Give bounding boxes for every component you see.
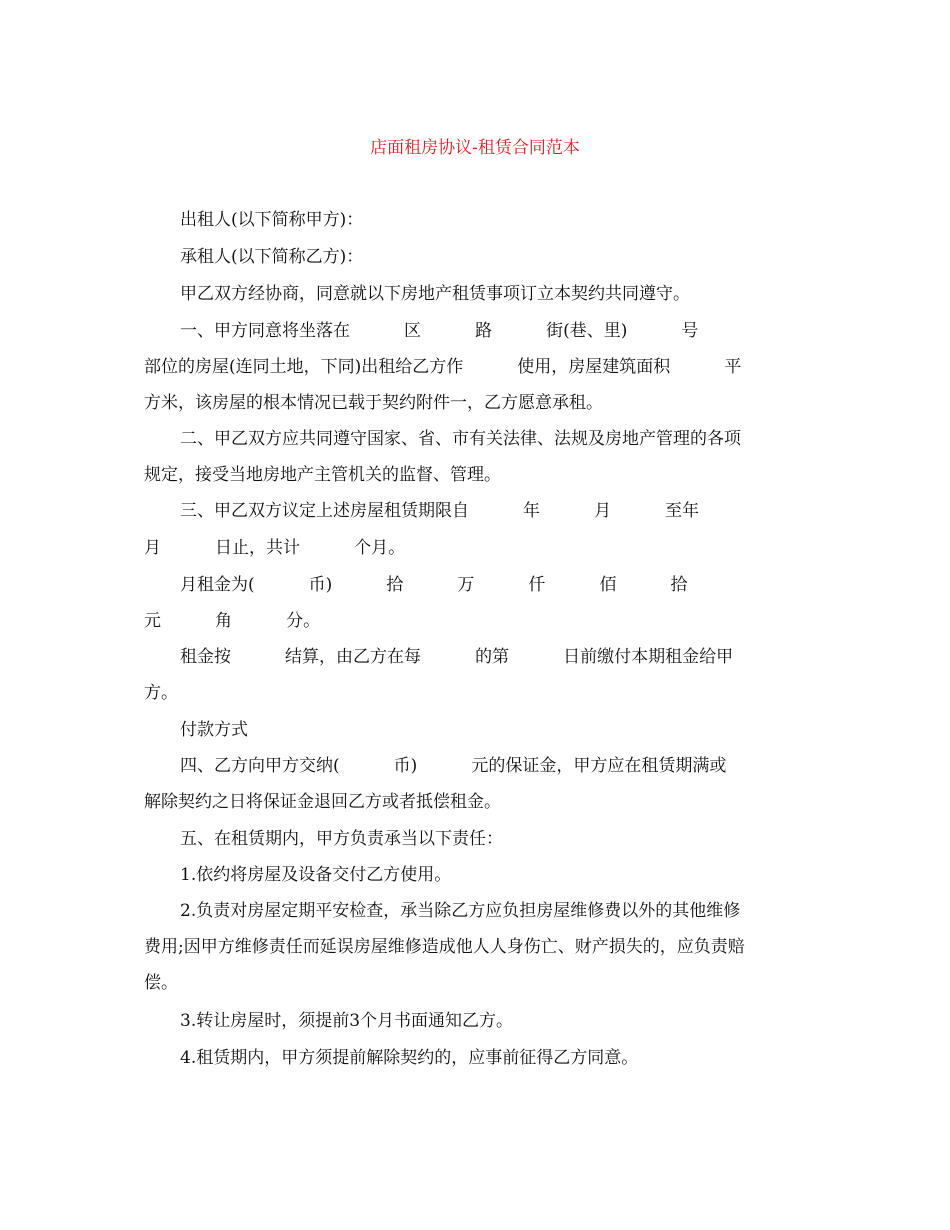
- paragraph-line: 解除契约之日将保证金退回乙方或者抵偿租金。: [144, 792, 501, 812]
- paragraph-line: 部位的房屋(连同土地，下同)出租给乙方作 使用，房屋建筑面积 平: [144, 357, 742, 377]
- paragraph-line: 1.依约将房屋及设备交付乙方使用。: [180, 865, 452, 885]
- paragraph-line: 月 日止，共计 个月。: [144, 538, 406, 558]
- paragraph-line: 费用;因甲方维修责任而延误房屋维修造成他人人身伤亡、财产损失的，应负责赔: [144, 937, 745, 957]
- page-title: 店面租房协议-租赁合同范本: [370, 138, 580, 158]
- paragraph-line: 方米，该房屋的根本情况已载于契约附件一，乙方愿意承租。: [144, 393, 603, 413]
- paragraph-line: 二、甲乙双方应共同遵守国家、省、市有关法律、法规及房地产管理的各项: [180, 429, 741, 449]
- paragraph-line: 租金按 结算，由乙方在每 的第 日前缴付本期租金给甲: [180, 647, 734, 667]
- paragraph-line: 五、在租赁期内，甲方负责承当以下责任：: [180, 829, 503, 849]
- paragraph-line: 四、乙方向甲方交纳( 币) 元的保证金，甲方应在租赁期满或: [180, 756, 727, 776]
- paragraph-line: 规定，接受当地房地产主管机关的监督、管理。: [144, 465, 501, 485]
- paragraph-line: 4.租赁期内，甲方须提前解除契约的，应事前征得乙方同意。: [180, 1048, 639, 1068]
- paragraph-line: 三、甲乙双方议定上述房屋租赁期限自 年 月 至年: [180, 501, 700, 521]
- paragraph-line: 付款方式: [180, 720, 248, 740]
- paragraph-line: 方。: [144, 683, 178, 703]
- paragraph-line: 出租人(以下简称甲方)：: [180, 210, 364, 230]
- paragraph-line: 偿。: [144, 973, 178, 993]
- paragraph-line: 一、甲方同意将坐落在 区 路 街(巷、里) 号: [180, 321, 699, 341]
- paragraph-line: 3.转让房屋时，须提前3个月书面通知乙方。: [180, 1011, 514, 1031]
- paragraph-line: 月租金为( 币) 拾 万 仟 佰 拾: [180, 575, 688, 595]
- paragraph-line: 元 角 分。: [144, 611, 321, 631]
- paragraph-line: 承租人(以下简称乙方)：: [180, 247, 364, 267]
- paragraph-line: 2.负责对房屋定期平安检查，承当除乙方应负担房屋维修费以外的其他维修: [180, 901, 741, 921]
- paragraph-line: 甲乙双方经协商，同意就以下房地产租赁事项订立本契约共同遵守。: [180, 284, 690, 304]
